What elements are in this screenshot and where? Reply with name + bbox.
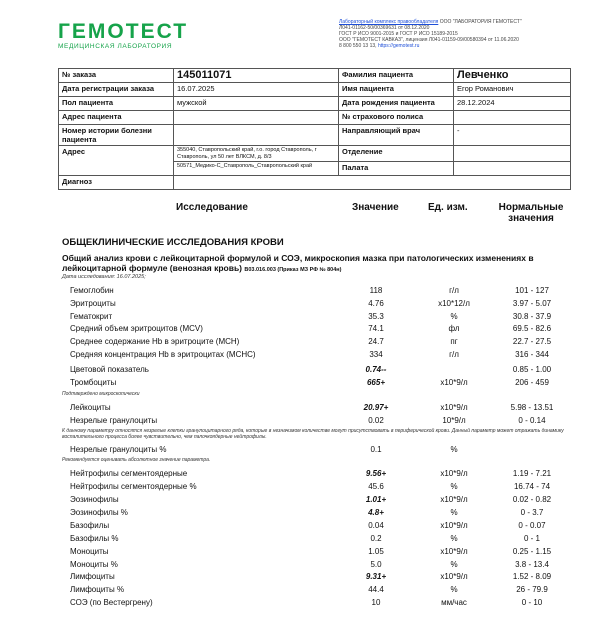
result-name: СОЭ (по Вестергрену) — [70, 598, 153, 607]
result-value: 334 — [369, 350, 383, 359]
result-unit: фл — [448, 324, 460, 333]
lab-site-link[interactable]: https://gemotest.ru — [377, 43, 420, 49]
result-value: 0.04 — [368, 521, 384, 530]
result-name: Нейтрофилы сегментоядерные — [70, 469, 188, 478]
result-row — [62, 520, 572, 531]
result-row — [62, 285, 572, 296]
col-study: Исследование — [176, 202, 248, 213]
policy-label: № страхового полиса — [339, 111, 454, 125]
result-norm: 3.8 - 13.4 — [515, 560, 549, 569]
col-value: Значение — [352, 202, 399, 213]
policy-value — [454, 111, 571, 125]
study-name: Общий анализ крови с лейкоцитарной формулой и СОЭ, микроскопия мазка при патологических изменениях в лейкоцитарной формуле (венозная кровь) — [62, 253, 534, 273]
result-row — [62, 494, 572, 505]
patient-address-label: Адрес пациента — [59, 111, 174, 125]
result-norm: 5.98 - 13.51 — [510, 403, 554, 412]
address-value: 355040, Ставропольский край, г.о. город Ставрополь, г Ставрополь, ул 50 лет ВЛКСМ, д. 8/3 — [174, 146, 339, 162]
result-norm: 0 - 0.14 — [518, 416, 546, 425]
result-norm: 0.85 - 1.00 — [512, 365, 552, 374]
result-norm: 0 - 1 — [523, 534, 540, 543]
lab-title[interactable]: Лабораторный комплекс правообладателя — [339, 19, 439, 25]
result-value: 0.74-- — [365, 365, 387, 374]
result-norm: 69.5 - 82.6 — [512, 324, 552, 333]
result-unit: x10*9/л — [440, 403, 468, 412]
doctor-label: Направляющий врач — [339, 125, 454, 146]
micro-note: Подтверждено микроскопически — [62, 391, 140, 397]
result-name: Лимфоциты — [70, 572, 115, 581]
result-unit: 10*9/л — [442, 416, 466, 425]
lastname-label: Фамилия пациента — [339, 69, 454, 83]
result-name: Средняя концентрация Hb в эритроцитах (MCHC) — [70, 350, 256, 359]
result-unit: x10*9/л — [440, 547, 468, 556]
result-norm: 316 - 344 — [515, 350, 549, 359]
result-norm: 26 - 79.9 — [516, 585, 548, 594]
result-row — [62, 402, 572, 413]
result-name: Гематокрит — [70, 312, 113, 321]
name-value: Егор Романович — [454, 83, 571, 97]
result-row — [62, 597, 572, 608]
result-unit: x10*9/л — [440, 521, 468, 530]
result-value: 4.8+ — [368, 508, 384, 517]
result-name: Гемоглобин — [70, 286, 114, 295]
logo-subtitle: МЕДИЦИНСКАЯ ЛАБОРАТОРИЯ — [58, 43, 173, 50]
result-norm: 22.7 - 27.5 — [512, 337, 552, 346]
dept-value — [454, 146, 571, 162]
result-name: Моноциты — [70, 547, 109, 556]
result-value: 44.4 — [368, 585, 384, 594]
result-name: Незрелые гранулоциты % — [70, 445, 167, 454]
result-unit: % — [450, 482, 458, 491]
result-value: 74.1 — [368, 324, 384, 333]
result-norm: 0 - 10 — [521, 598, 543, 607]
result-name: Тромбоциты — [70, 378, 117, 387]
result-name: Лейкоциты — [70, 403, 111, 412]
sex-label: Пол пациента — [59, 97, 174, 111]
name-label: Имя пациента — [339, 83, 454, 97]
result-row — [62, 468, 572, 479]
lastname-value: Левченко — [454, 69, 571, 83]
result-name: Средний объем эритроцитов (MCV) — [70, 324, 203, 333]
result-name: Лимфоциты % — [70, 585, 125, 594]
result-value: 0.1 — [370, 445, 382, 454]
result-unit: % — [450, 534, 458, 543]
warn-note: К данному параметру относятся незрелые клетки гранулоцитарного ряда, которые в незначимом количестве могут присутствовать в периферической крови. Данный параметр может отражать динамику воспалительного процесса более чувствительно, чем палочкоядерные нейтрофилы. — [62, 428, 564, 440]
order-label: № заказа — [59, 69, 174, 83]
logo — [58, 22, 188, 50]
result-value: 0.2 — [370, 534, 382, 543]
result-value: 0.02 — [368, 416, 384, 425]
col-unit: Ед. изм. — [428, 202, 468, 213]
result-value: 45.6 — [368, 482, 384, 491]
result-norm: 1.19 - 7.21 — [512, 469, 552, 478]
result-row — [62, 444, 572, 455]
result-name: Эритроциты — [70, 299, 116, 308]
ward-label: Палата — [339, 162, 454, 176]
result-value: 1.05 — [368, 547, 384, 556]
history-label: Номер истории болезни пациента — [59, 125, 174, 146]
logo-name: ГЕМОТЕСТ — [58, 20, 189, 43]
result-unit: г/л — [449, 350, 459, 359]
result-name: Эозинофилы — [70, 495, 119, 504]
result-row — [62, 559, 572, 570]
result-unit: % — [450, 508, 458, 517]
birth-label: Дата рождения пациента — [339, 97, 454, 111]
result-norm: 0 - 3.7 — [520, 508, 544, 517]
result-unit: x10*9/л — [440, 469, 468, 478]
address-label: Адрес — [59, 146, 174, 176]
result-row — [62, 507, 572, 518]
order-value: 145011071 — [174, 69, 339, 83]
col-norm: Нормальные значения — [498, 202, 564, 224]
result-name: Цветовой показатель — [70, 365, 149, 374]
result-unit: % — [450, 585, 458, 594]
lab-line: ГОСТ Р ИСО 9001-2015 и ГОСТ Р ИСО 15189-2015 — [339, 31, 458, 37]
diag-value — [174, 176, 571, 190]
result-unit: мм/час — [441, 598, 467, 607]
result-unit: % — [450, 560, 458, 569]
result-norm: 0.02 - 0.82 — [512, 495, 552, 504]
result-row — [62, 415, 572, 426]
lab-line: ООО "ГЕМОТЕСТ КАВКАЗ", лицензия Л041-01159-09/00580394 от 11.06.2020 — [339, 37, 519, 43]
result-row — [62, 584, 572, 595]
birth-value: 28.12.2024 — [454, 97, 571, 111]
result-norm: 0 - 0.07 — [518, 521, 546, 530]
result-value: 665+ — [366, 378, 386, 387]
study-title — [62, 253, 572, 275]
result-norm: 1.52 - 8.09 — [512, 572, 552, 581]
result-name: Незрелые гранулоциты — [70, 416, 158, 425]
history-value — [174, 125, 339, 146]
result-name: Базофилы % — [70, 534, 119, 543]
dept-label: Отделение — [339, 146, 454, 162]
lab-line: Л041-01162-50/00369631 от 08.12.2020 — [339, 25, 430, 31]
result-unit: % — [450, 312, 458, 321]
result-value: 9.31+ — [365, 572, 387, 581]
result-value: 4.76 — [368, 299, 384, 308]
result-name: Среднее содержание Hb в эритроците (MCH) — [70, 337, 240, 346]
patient-address-value — [174, 111, 339, 125]
result-row — [62, 336, 572, 347]
result-value: 20.97+ — [363, 403, 389, 412]
result-value: 35.3 — [368, 312, 384, 321]
result-row — [62, 298, 572, 309]
result-name: Базофилы — [70, 521, 110, 530]
result-row — [62, 481, 572, 492]
study-date: Дата исследования: 16.07.2025; — [62, 274, 146, 280]
result-row — [62, 349, 572, 360]
office-value: 50571_Медико-С_Ставрополь_Ставропольский край — [174, 162, 339, 176]
lab-line: 8 800 550 13 13, — [339, 43, 377, 49]
result-name: Моноциты % — [70, 560, 118, 569]
result-name: Нейтрофилы сегментоядерные % — [70, 482, 197, 491]
result-norm: 206 - 459 — [515, 378, 549, 387]
result-row — [62, 311, 572, 322]
result-name: Эозинофилы % — [70, 508, 128, 517]
result-row — [62, 364, 572, 375]
result-norm: 0.25 - 1.15 — [512, 547, 552, 556]
result-unit: % — [450, 445, 458, 454]
section-title: ОБЩЕКЛИНИЧЕСКИЕ ИССЛЕДОВАНИЯ КРОВИ — [62, 237, 284, 248]
result-unit: x10*12/л — [438, 299, 470, 308]
ward-value — [454, 162, 571, 176]
doctor-value: - — [454, 125, 571, 146]
lab-info — [339, 19, 569, 49]
result-row — [62, 533, 572, 544]
regdate-value: 16.07.2025 — [174, 83, 339, 97]
study-code: B03.016.003 (Приказ МЗ РФ № 804н) — [244, 267, 342, 273]
result-value: 10 — [371, 598, 381, 607]
result-value: 9.56+ — [365, 469, 387, 478]
result-unit: x10*9/л — [440, 572, 468, 581]
recommend-note: Рекомендуется оценивать абсолютное значение параметра. — [62, 457, 211, 463]
result-norm: 16.74 - 74 — [513, 482, 551, 491]
result-row — [62, 377, 572, 388]
patient-table — [58, 68, 571, 190]
result-value: 24.7 — [368, 337, 384, 346]
result-unit: пг — [450, 337, 458, 346]
sex-value: мужской — [174, 97, 339, 111]
result-norm: 101 - 127 — [515, 286, 549, 295]
lab-line: ООО "ЛАБОРАТОРИЯ ГЕМОТЕСТ" — [439, 19, 522, 25]
result-unit: x10*9/л — [440, 378, 468, 387]
result-row — [62, 546, 572, 557]
result-norm: 3.97 - 5.07 — [512, 299, 552, 308]
result-unit: x10*9/л — [440, 495, 468, 504]
result-unit: г/л — [449, 286, 459, 295]
result-row — [62, 571, 572, 582]
result-norm: 30.8 - 37.9 — [512, 312, 552, 321]
regdate-label: Дата регистрации заказа — [59, 83, 174, 97]
result-row — [62, 323, 572, 334]
result-value: 5.0 — [370, 560, 382, 569]
diag-label: Диагноз — [59, 176, 174, 190]
result-value: 1.01+ — [365, 495, 387, 504]
result-value: 118 — [369, 286, 383, 295]
